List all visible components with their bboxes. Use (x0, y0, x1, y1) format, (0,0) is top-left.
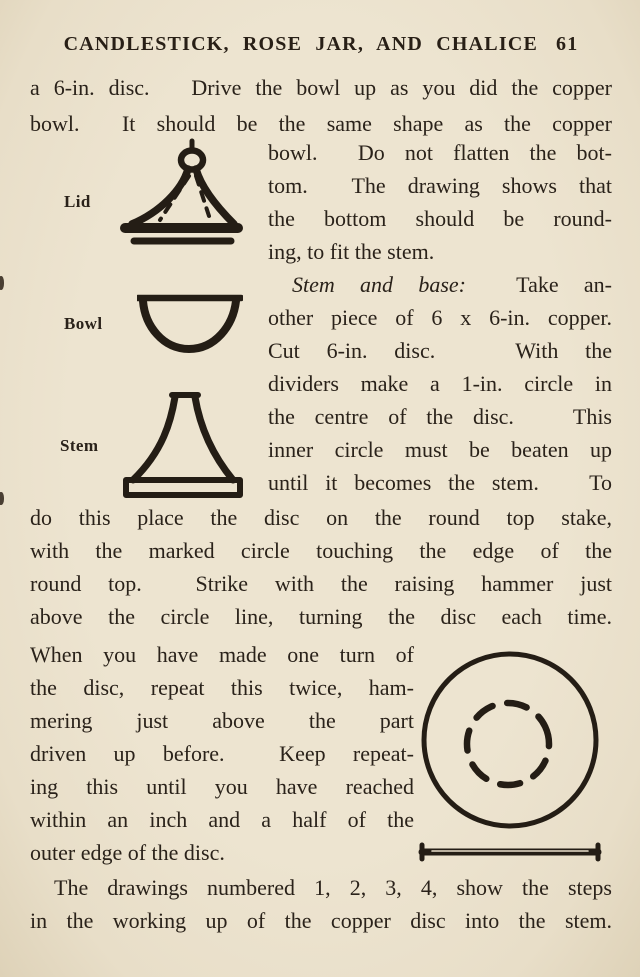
stem-base-rest: Take an- (466, 272, 612, 297)
stem-label: Stem (60, 436, 99, 455)
stem-base-lead: Stem and base: (292, 272, 466, 297)
stem-drawing-icon (121, 387, 245, 501)
lid-drawing-icon (110, 138, 250, 253)
text-line-stem-and-base (268, 268, 612, 301)
text-line: bowl. Do not flatten the bot- (268, 140, 612, 165)
text-line: ing, to fit the stem. (268, 239, 435, 264)
right-text-column (268, 136, 612, 499)
left-text-column (30, 638, 414, 869)
text-line: outer edge of the disc. (30, 840, 225, 865)
text-line: in the working up of the copper disc into the stem. (30, 908, 612, 933)
text-line: The drawings numbered 1, 2, 3, 4, show the steps (54, 875, 612, 900)
bowl-label: Bowl (64, 314, 103, 333)
intro-paragraph (30, 70, 612, 142)
text-line: the bottom should be round- (268, 206, 612, 231)
text-line: a 6-in. disc. Drive the bowl up as you did the copper (30, 75, 612, 100)
text-line: bowl. It should be the same shape as the copper (30, 111, 612, 136)
disc-drawing-icon (410, 646, 610, 866)
text-line: round top. Strike with the raising hammer just (30, 571, 612, 596)
middle-paragraph (30, 501, 612, 633)
text-line: do this place the disc on the round top stake, (30, 505, 612, 530)
text-line: When you have made one turn of (30, 642, 414, 667)
lid-label: Lid (64, 192, 91, 211)
scan-artifact (0, 276, 4, 290)
text-line: ing this until you have reached (30, 774, 414, 799)
text-line: dividers make a 1-in. circle in (268, 371, 612, 396)
text-line: within an inch and a half of the (30, 807, 414, 832)
text-line: driven up before. Keep repeat- (30, 741, 414, 766)
closing-paragraph (30, 871, 612, 937)
page-title: CANDLESTICK, ROSE JAR, AND CHALICE (63, 33, 539, 55)
text-line: mering just above the part (30, 708, 414, 733)
text-line: Cut 6-in. disc. With the (268, 338, 612, 363)
text-line: inner circle must be beaten up (268, 437, 612, 462)
bowl-drawing-icon (137, 290, 243, 360)
page-number: 61 (556, 33, 579, 55)
text-line: with the marked circle touching the edge of the (30, 538, 612, 563)
text-line: the centre of the disc. This (268, 404, 612, 429)
text-line: until it becomes the stem. To (268, 470, 612, 495)
page-header (30, 33, 612, 56)
text-line: above the circle line, turning the disc each time. (30, 604, 612, 629)
scan-artifact (0, 492, 4, 505)
text-line: the disc, repeat this twice, ham- (30, 675, 414, 700)
text-line: other piece of 6 x 6-in. copper. (268, 305, 612, 330)
text-line: tom. The drawing shows that (268, 173, 612, 198)
